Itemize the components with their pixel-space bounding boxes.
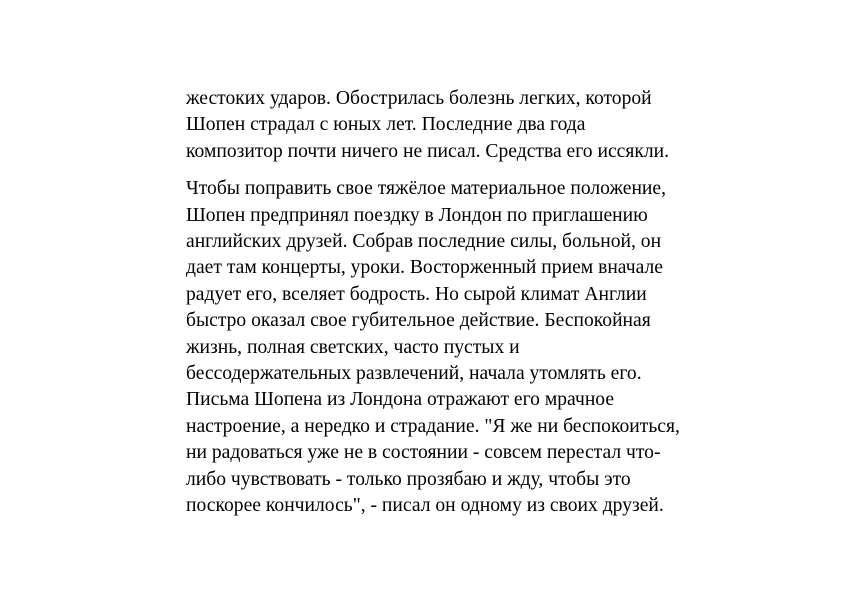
text-line: жизнь, полная светских, часто пустых и [186, 336, 520, 358]
text-line: Шопен предпринял поездку в Лондон по приглашению [186, 204, 648, 226]
text-line: поскорее кончилось", - писал он одному из своих друзей. [186, 495, 664, 517]
text-line: либо чувствовать - только прозябаю и жду, чтобы это [186, 468, 631, 490]
text-line: быстро оказал свое губительное действие. Беспокойная [186, 310, 651, 332]
text-line: Шопен страдал с юных лет. Последние два года [186, 114, 586, 136]
text-line: дает там концерты, уроки. Восторженный прием вначале [186, 257, 663, 279]
body-text [186, 86, 766, 520]
text-line: Чтобы поправить свое тяжёлое материальное положение, [186, 178, 667, 200]
text-line: радует его, вселяет бодрость. Но сырой климат Англии [186, 283, 647, 305]
text-line: бессодержательных развлечений, начала утомлять его. [186, 363, 642, 385]
text-line: композитор почти ничего не писал. Средства его иссякли. [186, 140, 670, 162]
text-line: Письма Шопена из Лондона отражают его мрачное [186, 389, 615, 411]
text-line: ни радоваться уже не в состоянии - совсем перестал что- [186, 442, 661, 464]
text-line: жестоких ударов. Обострилась болезнь легких, которой [186, 88, 652, 109]
text-line: английских друзей. Собрав последние силы, больной, он [186, 231, 662, 253]
text-line: настроение, а нередко и страдание. "Я же ни беспокоиться, [186, 415, 680, 437]
paragraph-2 [186, 176, 766, 519]
paragraph-1 [186, 86, 766, 165]
